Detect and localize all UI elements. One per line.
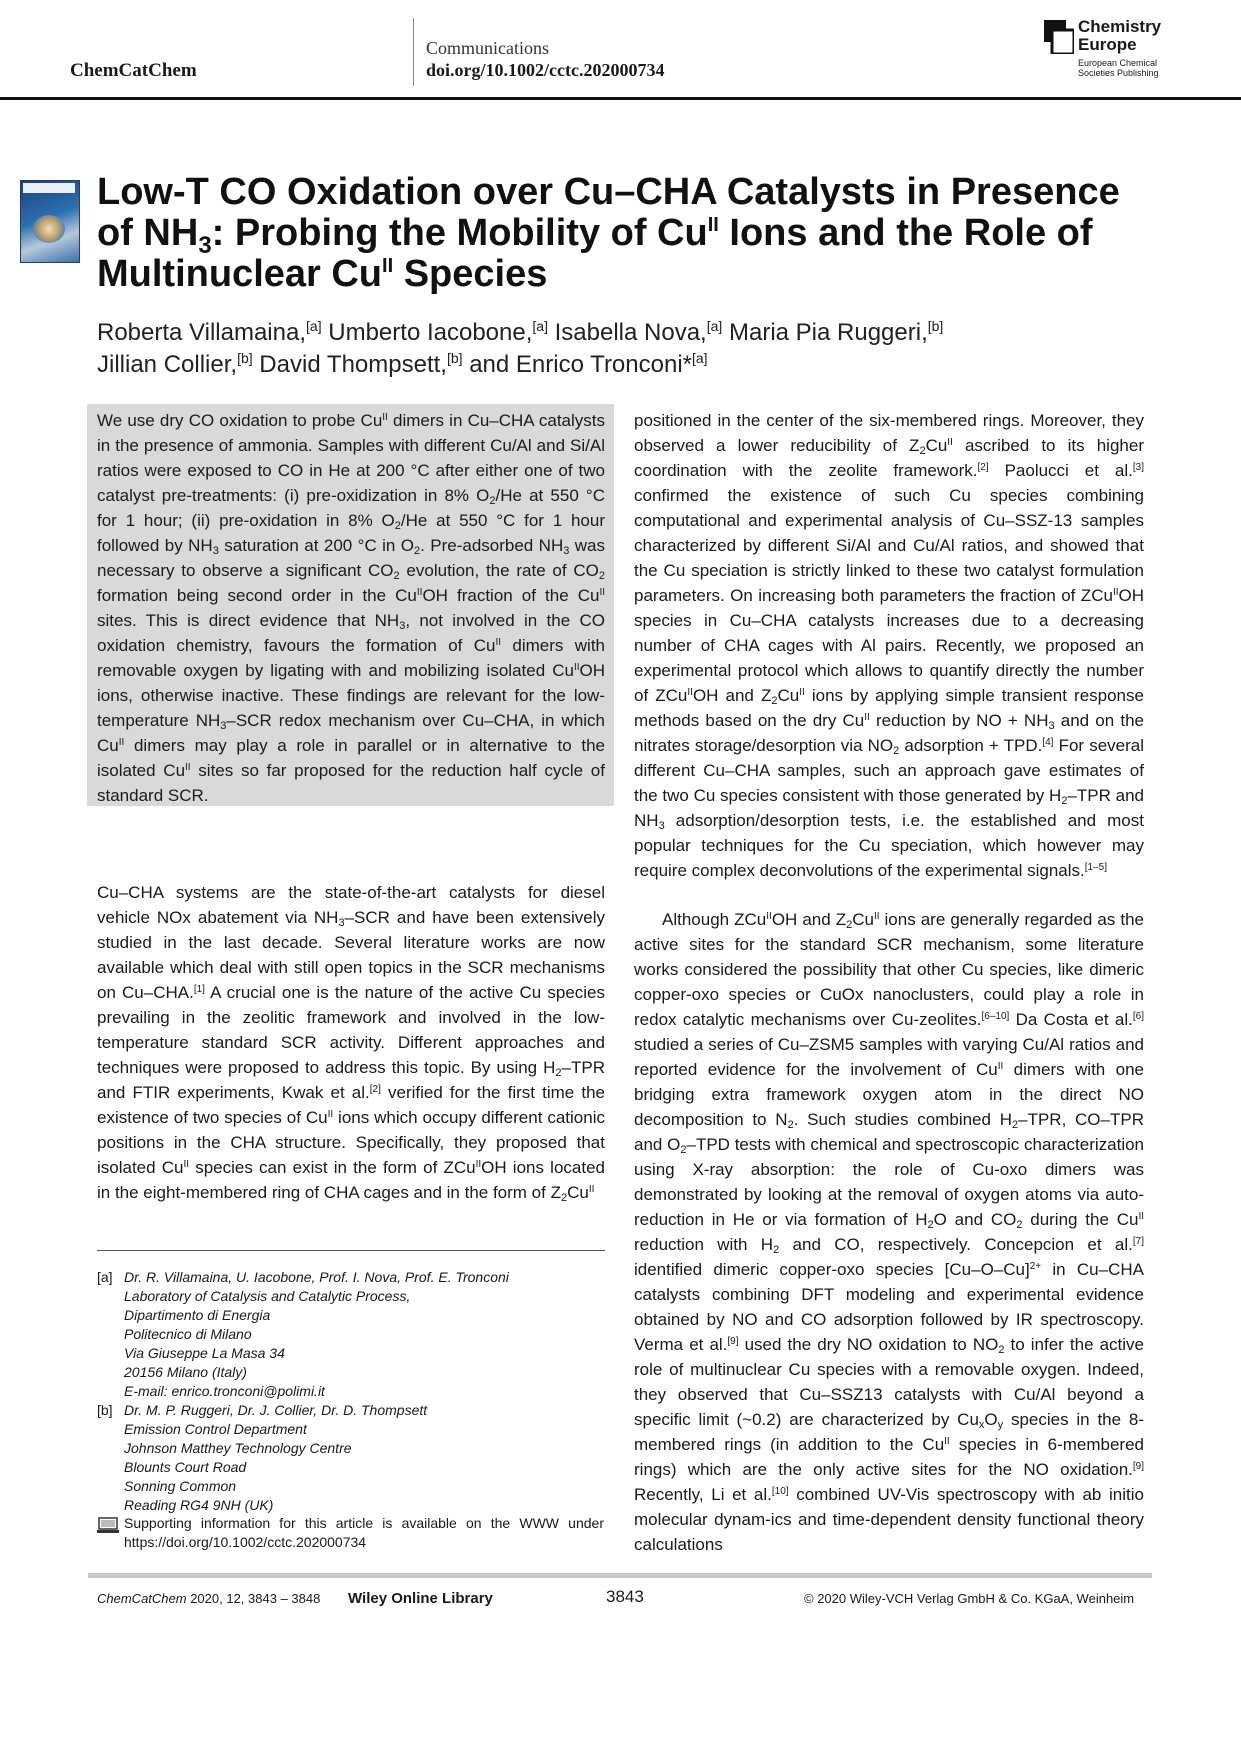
article-title: Low-T CO Oxidation over Cu–CHA Catalysts in Presence of $NH_3$: Probing the Mobility of $Cu^{II}$ Ions and the Role of Multinuclear $Cu^{II}$ Species [97, 171, 1120, 295]
affiliation-line: Via Giuseppe La Masa 34 [124, 1345, 285, 1361]
footer-rule [88, 1573, 1152, 1578]
affiliation-b-lines [124, 1401, 427, 1515]
header-divider [413, 18, 414, 86]
thumbnail-molecule-image [33, 215, 65, 243]
logo-text-line2: Europe [1078, 35, 1137, 54]
affiliation-a-lines [124, 1268, 509, 1401]
affiliation-b-tag: [b] [97, 1402, 113, 1418]
wiley-online-library-link[interactable]: Wiley Online Library [348, 1590, 493, 1607]
logo-mark-icon [1044, 20, 1074, 54]
copyright-notice: © 2020 Wiley-VCH Verlag GmbH & Co. KGaA, Weinheim [804, 1591, 1135, 1606]
supporting-information [97, 1514, 605, 1558]
affiliation-line: Blounts Court Road [124, 1459, 247, 1475]
affiliation-line: Emission Control Department [124, 1421, 307, 1437]
affiliation-line: Laboratory of Catalysis and Catalytic Process, [124, 1288, 411, 1304]
affiliation-line: Dr. R. Villamaina, U. Iacobone, Prof. I. Nova, Prof. E. Tronconi [124, 1269, 509, 1285]
affiliation-line: Dipartimento di Energia [124, 1307, 271, 1323]
body-paragraph-right-1: positioned in the center of the six-membered rings. Moreover, they observed a lower reducibility of $Z_2Cu^{II}$ ascribed to its higher coordination with the zeolite framework.[2] Paolucci et al.[3] confirmed the existence of such Cu species combining computational and experimental analysis of Cu–SSZ-13 samples characterized by different Si/Al and Cu/Al ratios, and showed that the Cu speciation is strictly linked to these two catalyst formulation parameters. On increasing both parameters the fraction of ZCu$^{II}$OH species in Cu–CHA catalysts increases due to a decreasing number of CHA cages with Al pairs. Recently, we proposed an experimental protocol which allows to quantify directly the number of ZCu$^{II}$OH and $Z_2Cu^{II}$ ions by applying simple transient response methods based on the dry $Cu^{II}$ reduction by NO + $NH_3$ and on the nitrates storage/desorption via $NO_2$ adsorption + TPD.[4] For several different Cu–CHA samples, such an approach gave estimates of the two Cu species consistent with those generated by $H_2$–TPR and $NH_3$ adsorption/desorption tests, i.e. the established and most popular techniques for the Cu speciation, which however may require complex deconvolutions of the experimental signals.[1–5] [634, 411, 1145, 880]
body-paragraph-left: Cu–CHA systems are the state-of-the-art catalysts for diesel vehicle NOx abatement via $NH_3$–SCR and have been extensively studied in the last decade. Several literature works are now available which deal with still open topics in the SCR mechanisms on Cu–CHA.[1] A crucial one is the nature of the active Cu species prevailing in the zeolitic framework and involved in the low-temperature standard SCR activity. Different approaches and techniques were proposed to address this topic. By using $H_2$–TPR and FTIR experiments, Kwak et al.[2] verified for the first time the existence of two species of $Cu^{II}$ ions which occupy different cationic positions in the CHA structure. Specifically, they proposed that isolated $Cu^{II}$ species can exist in the form of ZCu$^{II}$OH ions located in the eight-membered ring of CHA cages and in the form of $Z_2Cu^{II}$ [97, 883, 606, 1204]
footnote-rule [97, 1250, 605, 1251]
journal-name: ChemCatChem [70, 60, 197, 81]
affiliation-line: Dr. M. P. Ruggeri, Dr. J. Collier, Dr. D. Thompsett [124, 1402, 428, 1418]
header-rule [0, 97, 1241, 100]
logo-text-line4: Societies Publishing [1078, 68, 1159, 78]
affiliation-line: 20156 Milano (Italy) [124, 1364, 247, 1380]
affiliation-line: E-mail: enrico.tronconi@polimi.it [124, 1383, 325, 1399]
thumbnail-banner [23, 183, 75, 193]
computer-icon [97, 1517, 119, 1534]
affiliation-line: Politecnico di Milano [124, 1326, 252, 1342]
abstract-text: We use dry CO oxidation to probe $Cu^{II}$ dimers in Cu–CHA catalysts in the presence of ammonia. Samples with different Cu/Al and Si/Al ratios were exposed to CO in He at 200 °C after either one of two catalyst pre-treatments: (i) pre-oxidization in 8% $O_2/He$ at 550 °C for 1 hour; (ii) pre-oxidation in 8% $O_2/He$ at 550 °C for 1 hour followed by $NH_3$ saturation at 200 °C in $O_2$. Pre-adsorbed $NH_3$ was necessary to observe a significant $CO_2$ evolution, the rate of $CO_2$ formation being second order in the $Cu^{II}OH$ fraction of the $Cu^{II}$ sites. This is direct evidence that $NH_3$, not involved in the CO oxidation chemistry, favours the formation of $Cu^{II}$ dimers with removable oxygen by ligating with and mobilizing isolated $Cu^{II}OH$ ions, otherwise inactive. These findings are relevant for the low-temperature $NH_3$–SCR redox mechanism over Cu–CHA, in which $Cu^{II}$ dimers may play a role in parallel or in alternative to the isolated $Cu^{II}$ sites so far proposed for the reduction half cycle of standard SCR. [97, 411, 606, 805]
author-list: Roberta Villamaina,[a] Umberto Iacobone,[a] Isabella Nova,[a] Maria Pia Ruggeri,[b] Jillian Collier,[b] David Thompsett,[b] and Enrico Tronconi*[a] [97, 318, 944, 378]
affiliation-line: Sonning Common [124, 1478, 237, 1494]
journal-cover-thumbnail[interactable] [20, 180, 80, 263]
logo-text-line3: European Chemical [1078, 58, 1158, 68]
article-section: Communications [426, 38, 549, 58]
chemistry-europe-logo [1044, 18, 1174, 80]
affiliation-a-tag: [a] [97, 1269, 113, 1285]
supporting-information-text[interactable]: Supporting information for this article is available on the WWW under https://doi.org/10.1002/cctc.202000734 [124, 1515, 604, 1550]
article-doi-link[interactable]: doi.org/10.1002/cctc.202000734 [426, 60, 665, 80]
footer-citation: ChemCatChem 2020, 12, 3843 – 3848 [97, 1591, 321, 1606]
affiliation-line: Johnson Matthey Technology Centre [124, 1440, 352, 1456]
logo-text-line1: Chemistry [1078, 17, 1162, 36]
affiliation-a [97, 1268, 605, 1420]
page-number: 3843 [606, 1587, 644, 1606]
affiliation-line: Reading RG4 9NH (UK) [124, 1497, 274, 1513]
body-paragraph-right-2: Although ZCu$^{II}$OH and $Z_2Cu^{II}$ ions are generally regarded as the active sites for the standard SCR mechanism, some literature works considered the possibility that other Cu species, like dimeric copper-oxo species or CuOx nanoclusters, could play a role in redox catalytic mechanisms over Cu-zeolites.[6–10] Da Costa et al.[6] studied a series of Cu–ZSM5 samples with varying Cu/Al ratios and reported evidence for the involvement of $Cu^{II}$ dimers with one bridging extra framework oxygen atom in the direct NO decomposition to $N_2$. Such studies combined $H_2$–TPR, CO–TPR and $O_2$–TPD tests with chemical and spectroscopic characterization using X-ray absorption: the role of Cu-oxo dimers was demonstrated by looking at the removal of oxygen atoms via auto-reduction in He or via formation of $H_2O$ and $CO_2$ during the $Cu^{II}$ reduction with $H_2$ and CO, respectively. Concepcion et al.[7] identified dimeric copper-oxo species $[Cu-O-Cu]^{2+}$ in Cu–CHA catalysts combining DFT modeling and experimental evidence obtained by NO and CO adsorption followed by IR spectroscopy. Verma et al.[9] used the dry NO oxidation to $NO_2$ to infer the active role of multinuclear Cu species with a removable oxygen. Indeed, they observed that Cu–SSZ13 catalysts with Cu/Al beyond a specific limit (~0.2) are characterized by $Cu_xO_y$ species in the 8-membered rings (in addition to the $Cu^{II}$ species in 6-membered rings) which are the only active sites for the NO oxidation.[9] Recently, Li et al.[10] combined UV-Vis spectroscopy with ab initio molecular dynam-ics and time-dependent density functional theory calculations [634, 910, 1145, 1554]
